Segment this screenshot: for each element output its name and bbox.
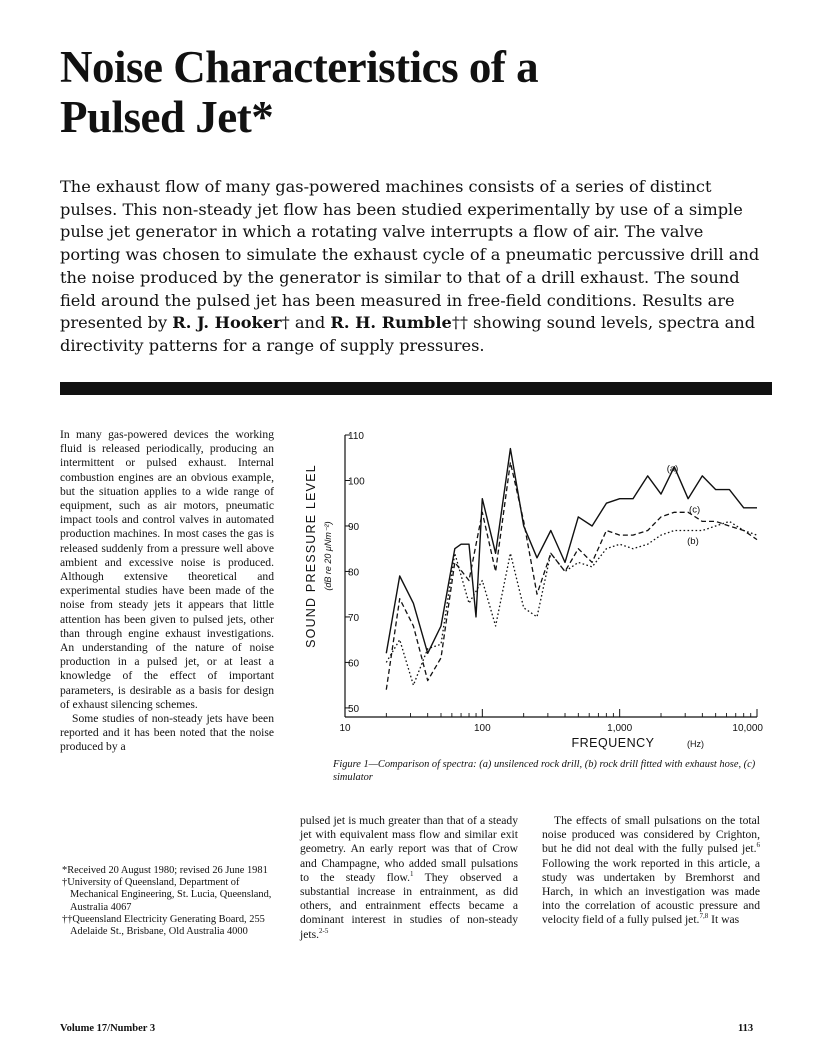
y-tick-label: 110 <box>348 431 364 442</box>
x-tick-label: 100 <box>473 723 491 734</box>
figure-1 <box>295 425 765 765</box>
reference: 7,8 <box>699 912 709 921</box>
paragraph-text: pulsed jet is much greater than that of a steady jet with equivalent mass flow and similar exit geometry. An early report was that of Crow and Champagne, who added small pulsations to the steady flow. <box>300 814 518 884</box>
y-axis-unit: (dB re 20 μNm⁻²) <box>323 521 333 591</box>
y-tick-label: 60 <box>348 658 360 670</box>
chart-series <box>386 449 757 690</box>
x-axis-title: FREQUENCY <box>571 736 655 750</box>
article-title: Noise Characteristics of a Pulsed Jet* <box>60 42 539 142</box>
footnotes <box>62 865 274 938</box>
section-rule <box>60 382 772 395</box>
author-rumble: R. H. Rumble <box>330 313 452 333</box>
series-label-b: (b) <box>687 536 699 548</box>
paragraph: In many gas-powered devices the working fluid is released periodically, producing an intermittent or pulsed exhaust. Internal combustion engines are an obvious example, but the situation applies to a wide range of equipment, such as air motors, pneumatic impact tools and control valves in automated production machines. In most cases the gas is released suddenly from a pressure well above ambient and excessive noise is produced. Although extensive theoretical and experimental studies have been made of the noise from steady jets it appears that little attention has been given to pulsed jets, other than through engine exhaust investigations. An understanding of the nature of noise production in a pulsed jet, or at least a knowledge of the effect of important parameters, is desirable as a basis for design of exhaust silencing schemes. <box>60 428 274 711</box>
y-tick-label: 90 <box>348 521 360 533</box>
footer-volume: Volume 17/Number 3 <box>60 1023 156 1034</box>
paragraph <box>542 814 760 928</box>
y-tick-label: 100 <box>348 476 365 488</box>
author-mark: †† <box>451 313 468 333</box>
footnote: ††Queensland Electricity Generating Board, 255 Adelaide St., Brisbane, Old Australia 4000 <box>62 913 265 938</box>
paragraph-text: It was <box>708 913 740 927</box>
y-tick-label: 80 <box>348 567 360 579</box>
footnote: *Received 20 August 1980; revised 26 June 1981 <box>62 865 268 876</box>
paragraph-text: The effects of small pulsations on the total noise produced was considered by Crighton, but he did not deal with the fully pulsed jet. <box>542 814 760 856</box>
y-tick-label: 70 <box>348 612 360 624</box>
paragraph-text: They observed a substantial increase in entrainment, as did others, and entrainment effects became a dominant interest in studies of non-steady jets. <box>300 870 518 941</box>
reference: 6 <box>756 841 760 850</box>
paragraph <box>300 814 518 942</box>
reference: 2-5 <box>319 926 329 935</box>
abstract-text: The exhaust flow of many gas-powered machines consists of a series of distinct pulses. This non-steady jet flow has been studied experimentally by use of a simple pulse jet generator in which a rotating valve interrupts a flow of air. The valve porting was chosen to simulate the exhaust cycle of a pneumatic percussive drill and the noise produced by the generator is similar to that of a drill exhaust. The sound field around the pulsed jet has been measured in free-field conditions. Results are presented by <box>60 177 760 333</box>
column-3 <box>542 814 760 928</box>
figure-caption: Figure 1—Comparison of spectra: (a) unsilenced rock drill, (b) rock drill fitted with exhaust hose, (c) simulator <box>333 759 756 783</box>
footnote: †University of Queensland, Department of Mechanical Engineering, St. Lucia, Queensland, Australia 4067 <box>62 877 272 913</box>
abstract <box>60 176 762 358</box>
series-label-c: (c) <box>689 504 701 516</box>
footer-page-number: 113 <box>738 1023 754 1034</box>
abstract-and: and <box>289 313 331 333</box>
reference: 1 <box>410 869 414 878</box>
series-line-c <box>386 462 757 689</box>
author-mark: † <box>281 313 290 333</box>
author-hooker: R. J. Hooker <box>172 313 282 333</box>
paragraph: Some studies of non-steady jets have been reported and it has been noted that the noise produced by a <box>60 712 274 754</box>
series-line-a <box>386 449 757 654</box>
series-line-b <box>386 521 757 685</box>
x-tick-label: 10 <box>339 723 351 734</box>
x-axis-unit: (Hz) <box>687 739 704 749</box>
spectra-chart <box>295 425 765 765</box>
column-2 <box>300 814 518 942</box>
column-1 <box>60 428 274 755</box>
y-tick-label: 50 <box>348 703 360 715</box>
series-label-a: (a) <box>666 463 679 475</box>
x-tick-label: 1,000 <box>607 723 633 734</box>
y-axis-title: SOUND PRESSURE LEVEL <box>304 464 318 648</box>
paragraph-text: Following the work reported in this article, a study was undertaken by Bremhorst and Harch, in which an investigation was made into the correlation of acoustic pressure and velocity field of a fully pulsed jet. <box>542 856 760 927</box>
abstract-text: showing sound levels, spectra and directivity patterns for a range of supply pressures. <box>60 313 756 355</box>
x-tick-label: 10,000 <box>732 723 763 734</box>
